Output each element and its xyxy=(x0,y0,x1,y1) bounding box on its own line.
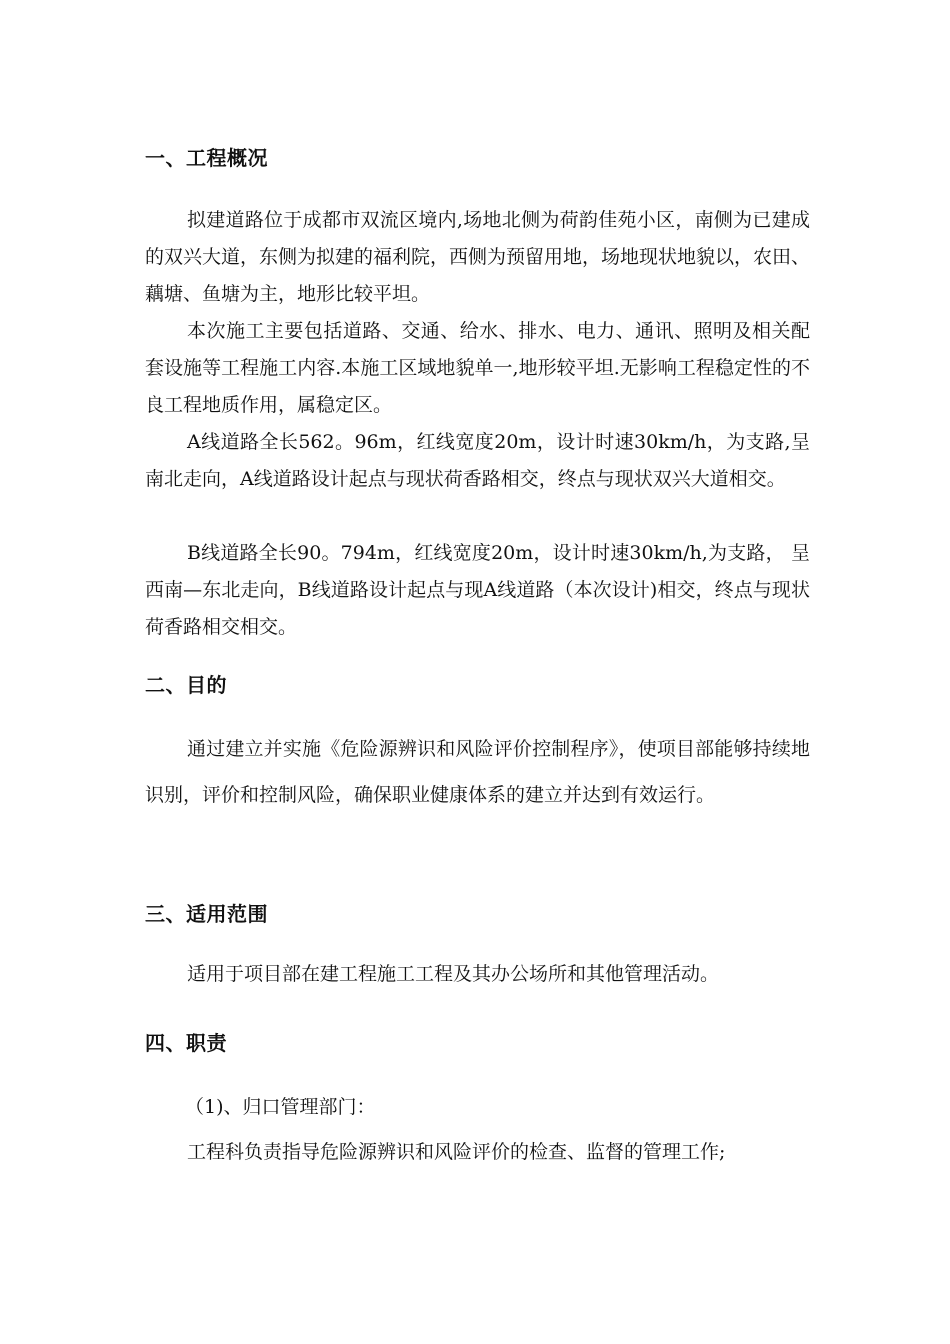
purpose-paragraph: 通过建立并实施《危险源辨识和风险评价控制程序》，使项目部能够持续地识别，评价和控制风险，确保职业健康体系的建立并达到有效运行。 xyxy=(145,738,810,806)
section-heading-responsibilities: 四、职责 xyxy=(145,1031,227,1055)
section-heading-scope: 三、适用范围 xyxy=(145,902,268,926)
responsibilities-paragraph: 工程科负责指导危险源辨识和风险评价的检查、监督的管理工作; xyxy=(187,1141,726,1163)
overview-paragraph-line-a: A线道路全长562。96m，红线宽度20m，设计时速30km/h，为支路,呈南北走向，A线道路设计起点与现状荷香路相交，终点与现状双兴大道相交。 xyxy=(145,431,810,490)
section-heading-purpose: 二、目的 xyxy=(145,673,227,697)
section-heading-overview: 一、工程概况 xyxy=(145,146,268,170)
scope-paragraph: 适用于项目部在建工程施工工程及其办公场所和其他管理活动。 xyxy=(187,963,720,985)
responsibilities-item-1: （1)、归口管理部门： xyxy=(185,1096,376,1118)
overview-paragraph-location: 拟建道路位于成都市双流区境内,场地北侧为荷韵佳苑小区，南侧为已建成的双兴大道，东侧为拟建的福利院，西侧为预留用地，场地现状地貌以，农田、藕塘、鱼塘为主，地形比较平坦。 xyxy=(145,209,811,305)
overview-paragraph-scope: 本次施工主要包括道路、交通、给水、排水、电力、通讯、照明及相关配套设施等工程施工内容.本施工区域地貌单一,地形较平坦.无影响工程稳定性的不良工程地质作用，属稳定区。 xyxy=(145,320,810,416)
overview-paragraph-line-b: B线道路全长90。794m，红线宽度20m，设计时速30km/h,为支路， 呈西南—东北走向，B线道路设计起点与现A线道路（本次设计)相交，终点与现状荷香路相交相交。 xyxy=(145,542,810,638)
